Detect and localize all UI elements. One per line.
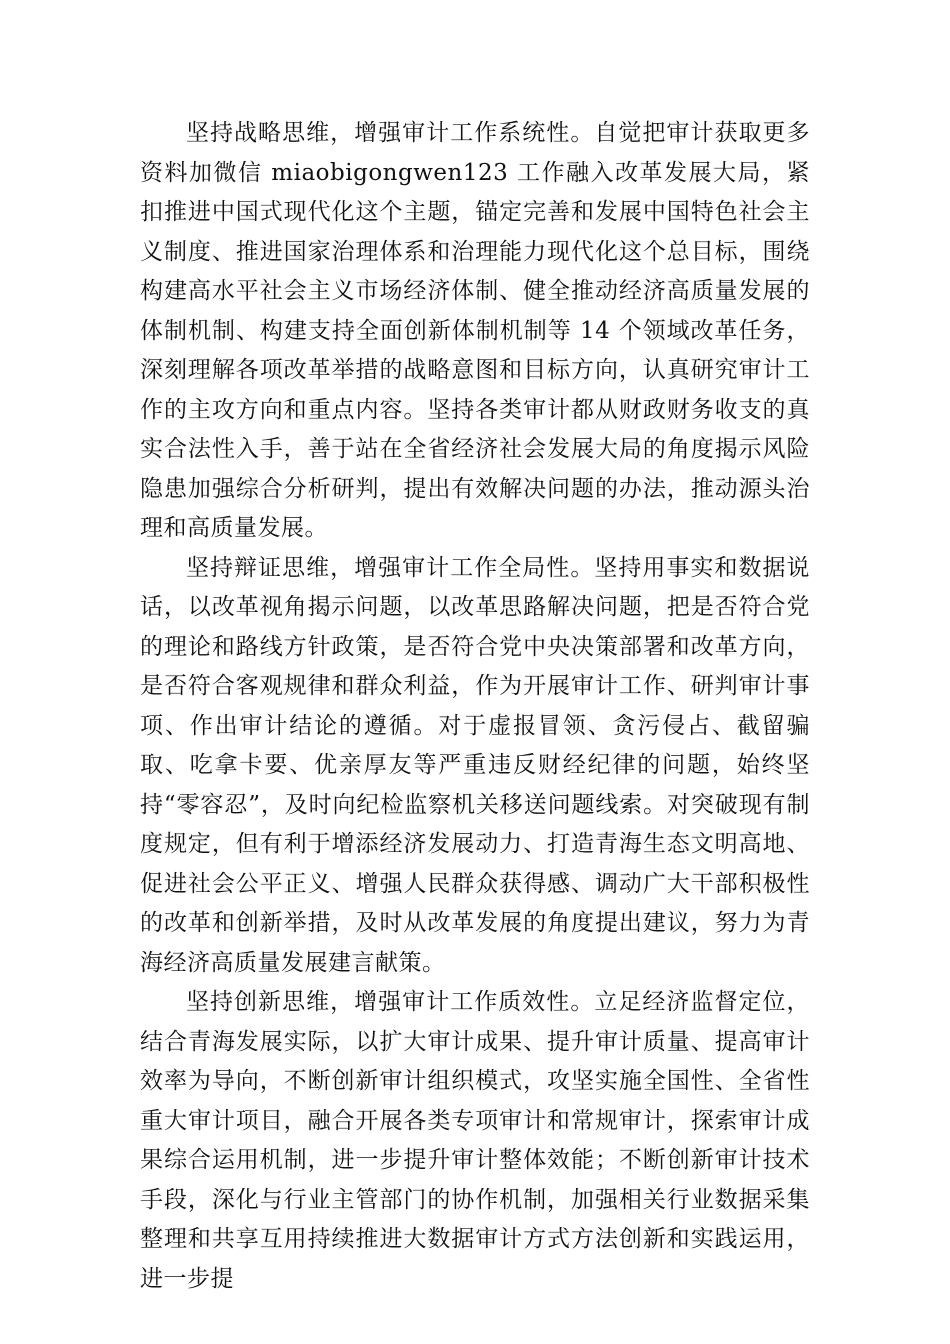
paragraph-innovative-thinking: 坚持创新思维，增强审计工作质效性。立足经济监督定位，结合青海发展实际，以扩大审计成果、提升审计质量、提高审计效率为导向，不断创新审计组织模式，攻坚实施全国性、全省性重大审计项目，融合开展各类专项审计和常规审计，探索审计成果综合运用机制，进一步提升审计整体效能；不断创新审计技术手段，深化与行业主管部门的协作机制，加强相关行业数据采集整理和共享互用持续推进大数据审计方式方法创新和实践运用，进一步提 (140, 989, 810, 1292)
paragraph-dialectical-thinking: 坚持辩证思维，增强审计工作全局性。坚持用事实和数据说话，以改革视角揭示问题，以改革思路解决问题，把是否符合党的理论和路线方针政策，是否符合党中央决策部署和改革方向，是否符合客观规律和群众利益，作为开展审计工作、研判审计事项、作出审计结论的遵循。对于虚报冒领、贪污侵占、截留骗取、吃拿卡要、优亲厚友等严重违反财经纪律的问题，始终坚持“零容忍”，及时向纪检监察机关移送问题线索。对突破现有制度规定，但有利于增添经济发展动力、打造青海生态文明高地、促进社会公平正义、增强人民群众获得感、调动广大干部积极性的改革和创新举措，及时从改革发展的角度提出建议，努力为青海经济高质量发展建言献策。 (140, 554, 810, 976)
paragraph-strategic-thinking: 坚持战略思维，增强审计工作系统性。自觉把审计获取更多资料加微信 miaobigongwen123 工作融入改革发展大局，紧扣推进中国式现代化这个主题，锚定完善和发展中国特色社会主义制度、推进国家治理体系和治理能力现代化这个总目标，围绕构建高水平社会主义市场经济体制、健全推动经济高质量发展的体制机制、构建支持全面创新体制机制等 14 个领域改革任务，深刻理解各项改革举措的战略意图和目标方向，认真研究审计工作的主攻方向和重点内容。坚持各类审计都从财政财务收支的真实合法性入手，善于站在全省经济社会发展大局的角度揭示风险隐患加强综合分析研判，提出有效解决问题的办法，推动源头治理和高质量发展。 (140, 120, 810, 541)
document-body (140, 114, 810, 1299)
